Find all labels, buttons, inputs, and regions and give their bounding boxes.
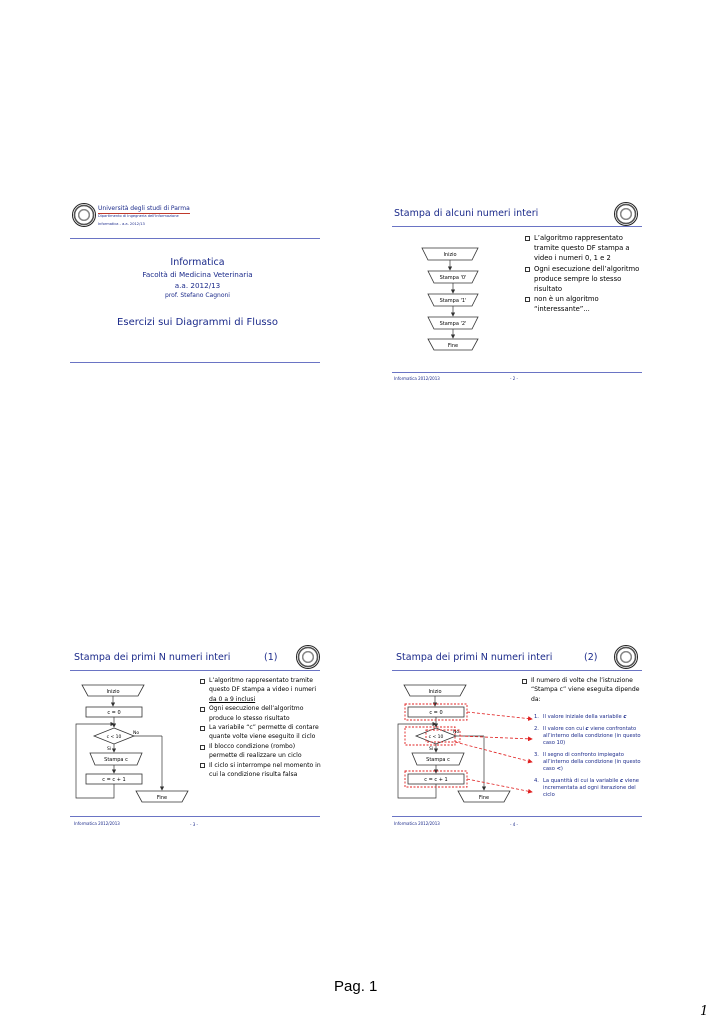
university-seal-icon (614, 202, 638, 226)
footer-page: - 4 - (510, 822, 518, 827)
page-number: 1 (700, 1004, 709, 1019)
university-seal-icon (296, 645, 320, 669)
academic-year: a.a. 2012/13 (174, 281, 221, 290)
start-label: Inizio (428, 689, 442, 695)
bullet-item: L’algoritmo rappresentato tramite questo DF stampa a video i numeri da 0 a 9 inclusi (200, 676, 324, 704)
end-label: Fine (478, 795, 490, 801)
slide-number: (2) (584, 652, 598, 663)
department-name: Dipartimento di Ingegneria dell'Informazione (98, 214, 179, 218)
bullet-item: Il numero di volte che l’istruzione “Stampa c” viene eseguita dipende da: (522, 676, 642, 704)
university-seal-icon (72, 203, 96, 227)
course-title: Informatica (170, 257, 225, 268)
bullet-item: Il blocco condizione (rombo) permette di realizzare un ciclo (200, 742, 324, 761)
university-seal-icon (614, 645, 638, 669)
page-label: Pag. 1 (334, 978, 378, 995)
bottom-rule (392, 372, 642, 373)
bullet-item: non è un algoritmo “interessante”... (525, 294, 643, 314)
slide-title: Stampa di alcuni numeri interi (394, 208, 539, 219)
footer-page: - 3 - (190, 822, 198, 827)
top-rule (70, 670, 320, 671)
factor-item-2: 2. Il valore con cui c viene confrontato all’interno della condizione (in questo caso 10) (534, 726, 641, 746)
slide-title: Stampa dei primi N numeri interi (396, 652, 553, 663)
print-label: Stampa c (104, 757, 128, 763)
bullet-item: Ogni esecuzione dell’algoritmo produce sempre lo stesso risultato (525, 264, 643, 295)
factor-item-1: 1. Il valore iniziale della variabile c (534, 714, 627, 720)
bottom-rule (70, 816, 320, 817)
print-label: Stampa c (426, 757, 450, 763)
print-0-label: Stampa '0' (439, 275, 467, 281)
top-rule (392, 226, 642, 227)
bottom-rule (70, 362, 320, 363)
bullet-item: Il ciclo si interrompe nel momento in cui la condizione risulta falsa (200, 761, 324, 780)
bullet-item: La variabile “c” permette di contare quante volte viene eseguito il ciclo (200, 723, 324, 742)
bullet-list (525, 233, 643, 315)
faculty-name: Facoltà di Medicina Veterinaria (142, 270, 253, 279)
end-label: Fine (447, 343, 459, 349)
top-rule (70, 238, 320, 239)
factor-item-3: 3. Il segno di confronto impiegato all’interno della condizione (in questo caso <) (534, 752, 641, 772)
end-label: Fine (156, 795, 168, 801)
si-label: Sì (107, 747, 112, 752)
intro-bullet (522, 676, 642, 704)
no-label: No (133, 731, 140, 736)
increment-label: c = c + 1 (102, 777, 126, 783)
slide-4 (392, 640, 647, 827)
subject-title: Esercizi sui Diagrammi di Flusso (117, 317, 278, 328)
init-label: c = 0 (429, 710, 443, 716)
footer-course: Informatica 2012/2013 (74, 821, 120, 826)
bottom-rule (392, 816, 642, 817)
slide-3 (70, 640, 325, 827)
factor-item-4: 4. La quantità di cui la variabile c viene incrementata ad ogni iterazione del ciclo (534, 778, 639, 798)
bullet-item: Ogni esecuzione dell’algoritmo produce lo stesso risultato (200, 704, 324, 723)
footer-page: - 2 - (510, 376, 518, 381)
increment-label: c = c + 1 (424, 777, 448, 783)
slide-title: Stampa dei primi N numeri interi (74, 652, 231, 663)
course-line: Informatica - a.a. 2012/13 (98, 222, 145, 226)
slide-number: (1) (264, 652, 278, 663)
top-rule (392, 670, 642, 671)
si-label: Sì (429, 747, 434, 752)
print-1-label: Stampa '1' (439, 298, 467, 304)
start-label: Inizio (106, 689, 120, 695)
init-label: c = 0 (107, 710, 121, 716)
condition-label: c < 10 (106, 735, 122, 740)
start-label: Inizio (443, 252, 457, 258)
footer-course: Informatica 2012/2013 (394, 376, 440, 381)
slide-cover (70, 198, 325, 378)
factor-list (534, 714, 646, 804)
footer-course: Informatica 2012/2013 (394, 821, 440, 826)
bullet-list (200, 676, 324, 779)
university-name: Università degli studi di Parma (98, 205, 190, 212)
flowchart (70, 680, 190, 810)
print-2-label: Stampa '2' (439, 321, 467, 327)
bullet-item: L’algoritmo rappresentato tramite questo DF stampa a video i numeri 0, 1 e 2 (525, 233, 643, 264)
flowchart-annotated (392, 680, 542, 810)
condition-label: c < 10 (428, 735, 444, 740)
slide-2 (392, 198, 647, 381)
no-label: No (453, 730, 460, 735)
professor-name: prof. Stefano Cagnoni (165, 292, 230, 299)
